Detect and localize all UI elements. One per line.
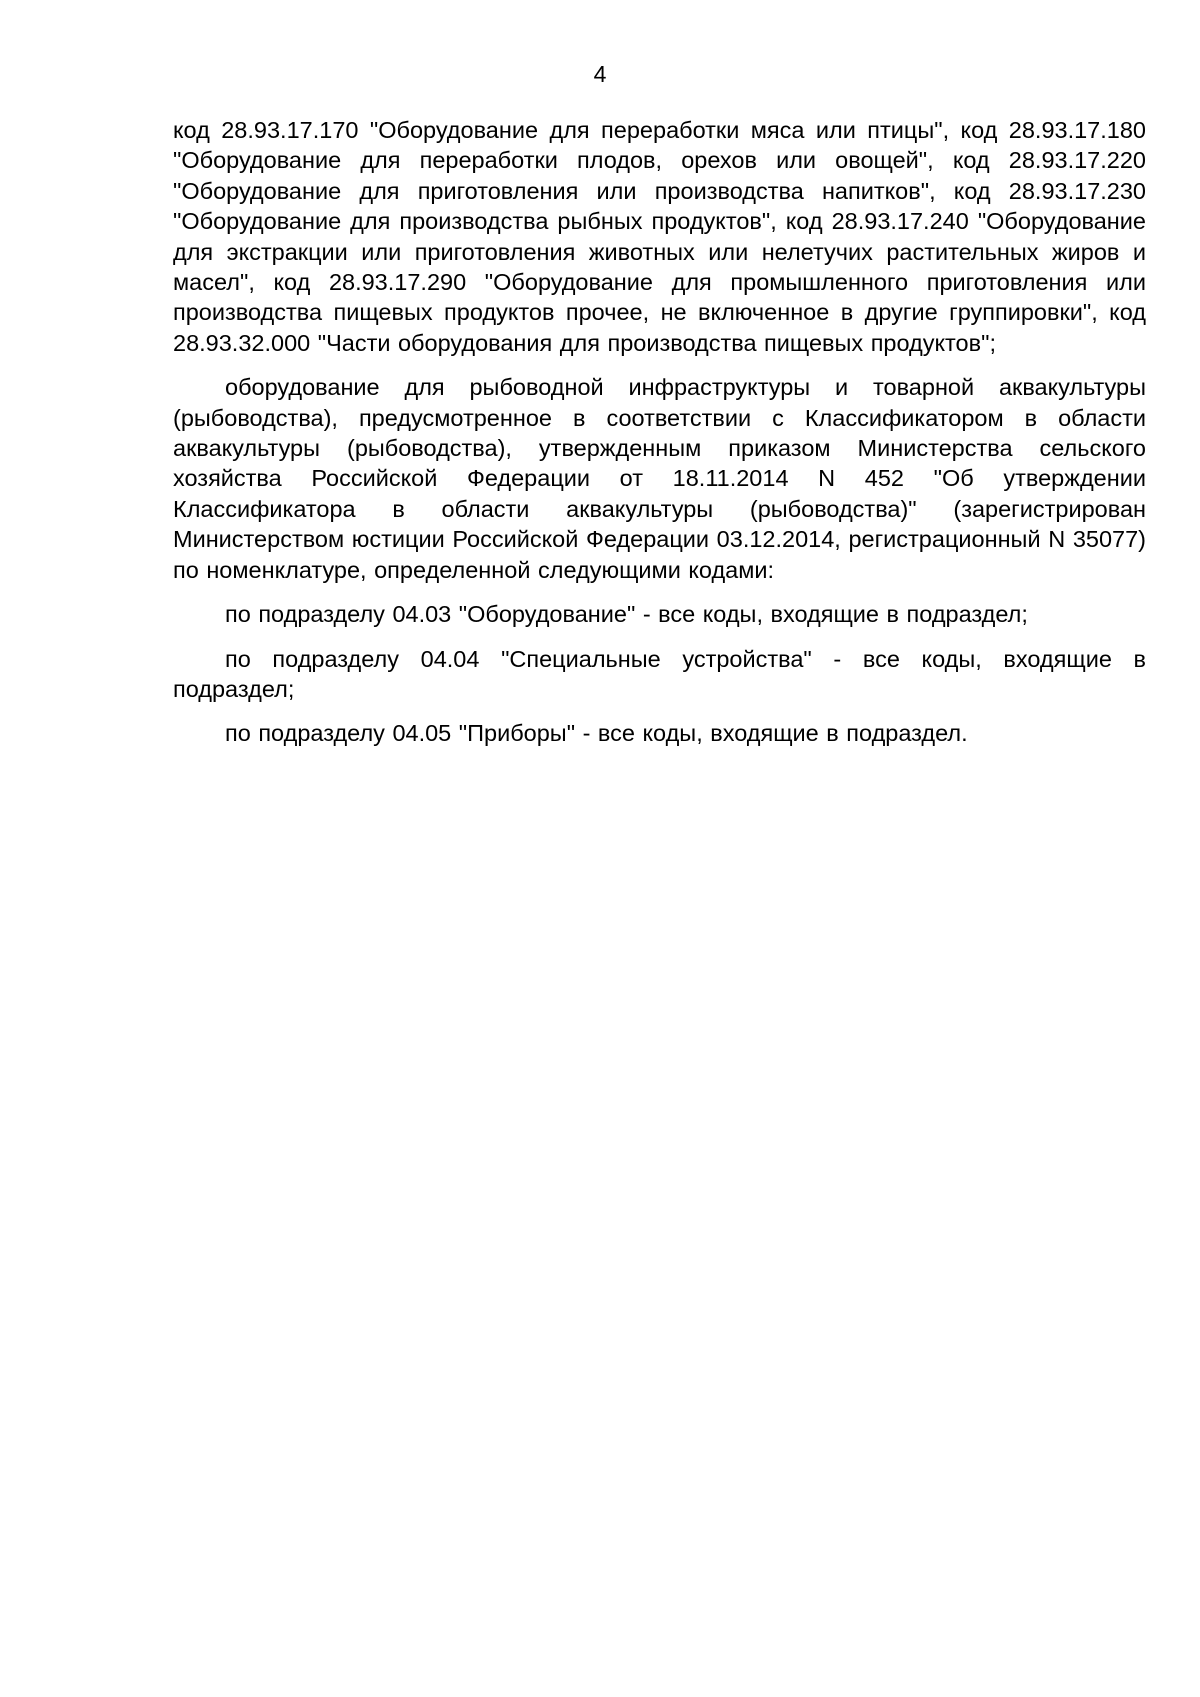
document-body xyxy=(173,115,1146,749)
paragraph-aquaculture-equipment: оборудование для рыбоводной инфраструктуры и товарной аквакультуры (рыбоводства), предусмотренное в соответствии с Классификатором в области аквакультуры (рыбоводства), утвержденным приказом Министерства сельского хозяйства Российской Федерации от 18.11.2014 N 452 "Об утверждении Классификатора в области аквакультуры (рыбоводства)" (зарегистрирован Министерством юстиции Российской Федерации 03.12.2014, регистрационный N 35077) по номенклатуре, определенной следующими кодами: xyxy=(173,374,1146,583)
paragraph-subsection-04-05: по подразделу 04.05 "Приборы" - все коды, входящие в подраздел. xyxy=(225,720,968,747)
paragraph-subsection-04-03: по подразделу 04.03 "Оборудование" - все коды, входящие в подраздел; xyxy=(225,601,1028,628)
page-number: 4 xyxy=(593,61,607,87)
paragraph-food-equipment-codes: код 28.93.17.170 "Оборудование для переработки мяса или птицы", код 28.93.17.180 "Оборудование для переработки плодов, орехов или овощей", код 28.93.17.220 "Оборудование для приготовления или производства напитков", код 28.93.17.230 "Оборудование для производства рыбных продуктов", код 28.93.17.240 "Оборудование для экстракции или приготовления животных или нелетучих растительных жиров и масел", код 28.93.17.290 "Оборудование для промышленного приготовления или производства пищевых продуктов прочее, не включенное в другие группировки", код 28.93.32.000 "Части оборудования для производства пищевых продуктов"; xyxy=(173,117,1146,356)
paragraph-subsection-04-04: по подразделу 04.04 "Специальные устройства" - все коды, входящие в подраздел; xyxy=(173,645,1146,702)
